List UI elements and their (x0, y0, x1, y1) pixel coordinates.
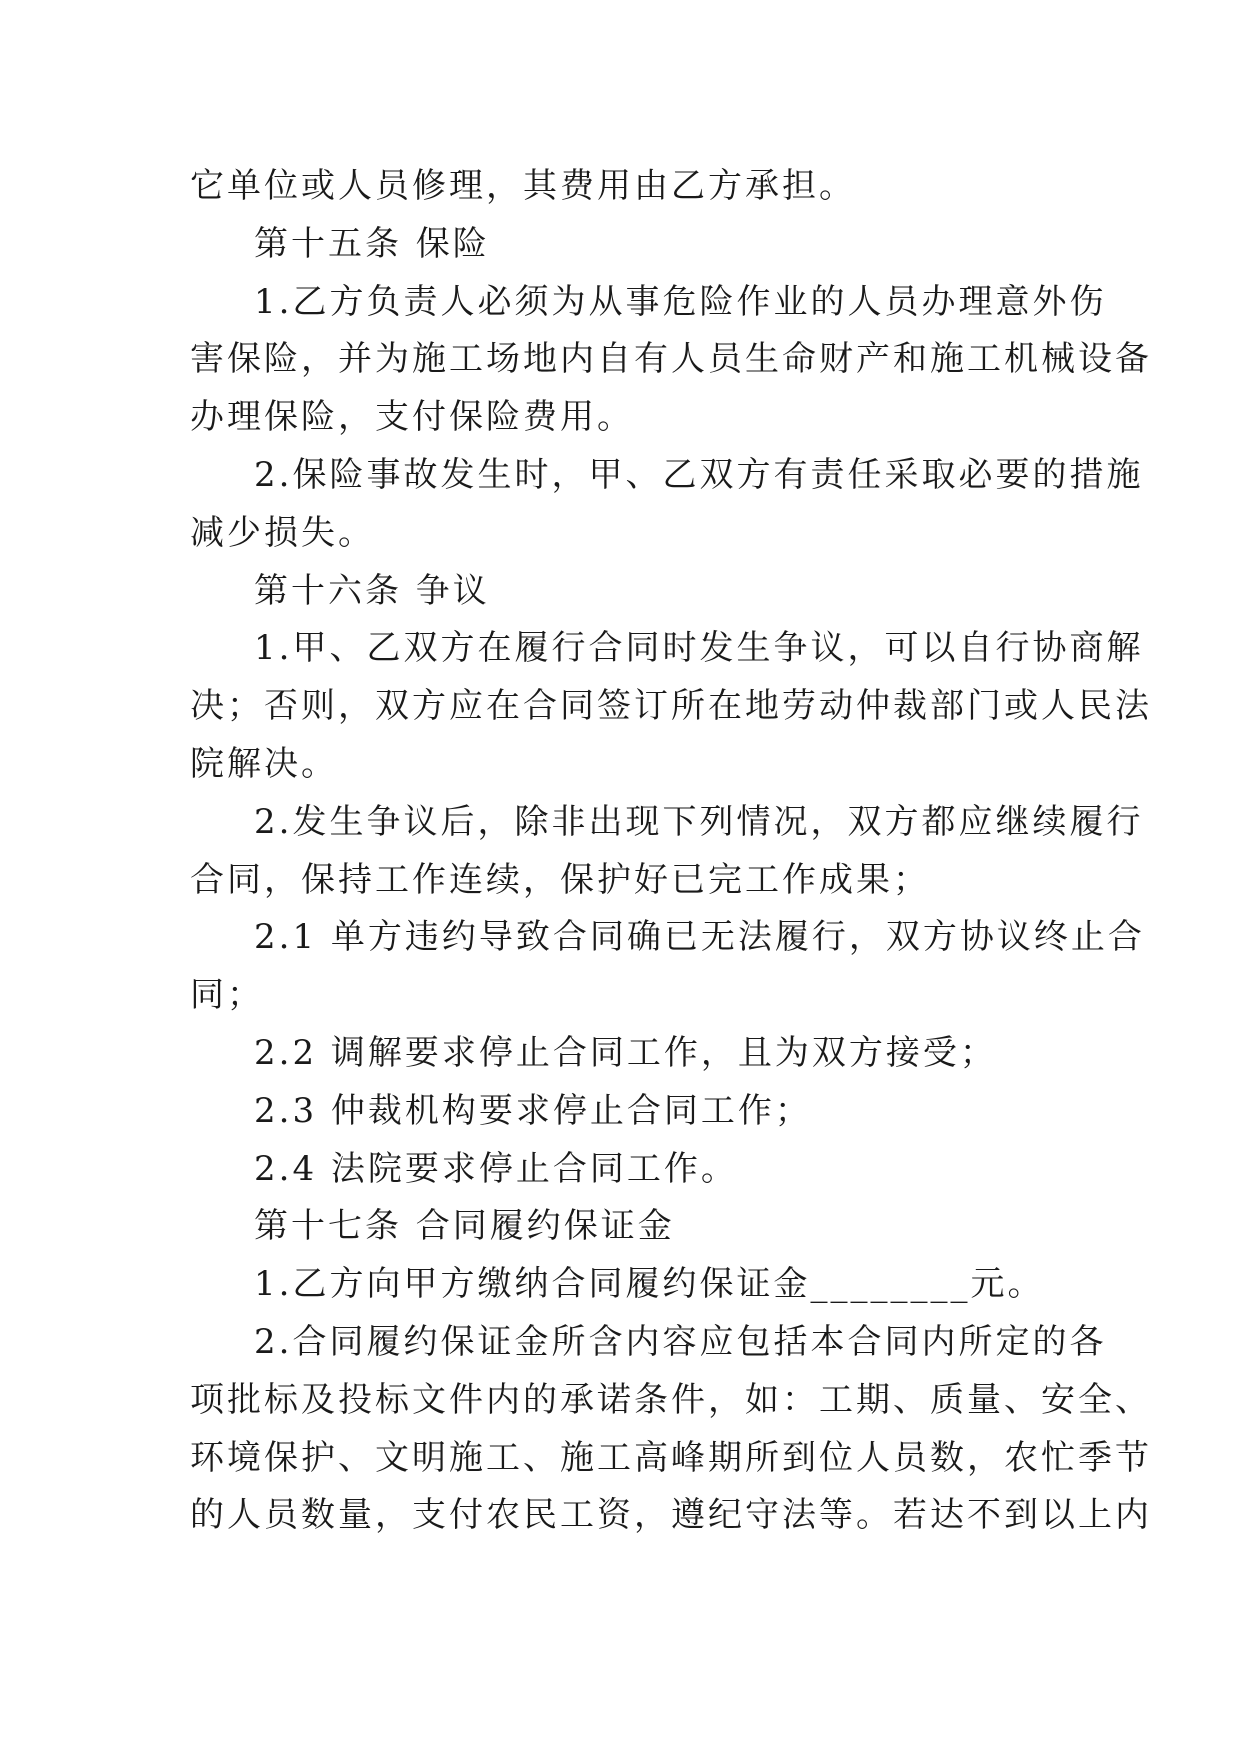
text-line: 减少损失。 (190, 512, 375, 553)
text-line: 环境保护、文明施工、施工高峰期所到位人员数，农忙季节 (190, 1437, 1152, 1478)
text-line: 2.2 调解要求停止合同工作，且为双方接受； (254, 1032, 997, 1073)
section-heading: 第十五条 保险 (254, 223, 490, 264)
section-heading: 第十六条 争议 (254, 570, 490, 611)
section-heading: 第十七条 合同履约保证金 (254, 1206, 675, 1247)
text-line: 2.1 单方违约导致合同确已无法履行，双方协议终止合 (254, 917, 1145, 958)
text-line: 1.甲、乙双方在履行合同时发生争议，可以自行协商解 (254, 628, 1144, 669)
text-line: 1.乙方负责人必须为从事危险作业的人员办理意外伤 (254, 281, 1107, 322)
text-line: 院解决。 (190, 743, 338, 784)
text-line: 2.发生争议后，除非出现下列情况，双方都应继续履行 (254, 801, 1144, 842)
text-line: 同； (190, 975, 264, 1016)
text-line: 项批标及投标文件内的承诺条件，如：工期、质量、安全、 (190, 1379, 1152, 1420)
text-line: 决；否则，双方应在合同签订所在地劳动仲裁部门或人民法 (190, 686, 1152, 727)
document-body (190, 158, 1152, 1545)
text-line: 合同，保持工作连续，保护好已完工作成果； (190, 859, 930, 900)
text-line: 它单位或人员修理，其费用由乙方承担。 (190, 166, 856, 206)
text-line: 害保险，并为施工场地内自有人员生命财产和施工机械设备 (190, 339, 1152, 380)
text-line: 2.3 仲裁机构要求停止合同工作； (254, 1090, 812, 1131)
text-line: 2.保险事故发生时，甲、乙双方有责任采取必要的措施 (254, 454, 1144, 495)
text-line: 2.4 法院要求停止合同工作。 (254, 1148, 738, 1189)
text-line: 的人员数量，支付农民工资，遵纪守法等。若达不到以上内 (190, 1495, 1152, 1536)
text-line: 1.乙方向甲方缴纳合同履约保证金________元。 (254, 1264, 1045, 1305)
text-line: 办理保险，支付保险费用。 (190, 397, 634, 438)
text-line: 2.合同履约保证金所含内容应包括本合同内所定的各 (254, 1321, 1107, 1362)
